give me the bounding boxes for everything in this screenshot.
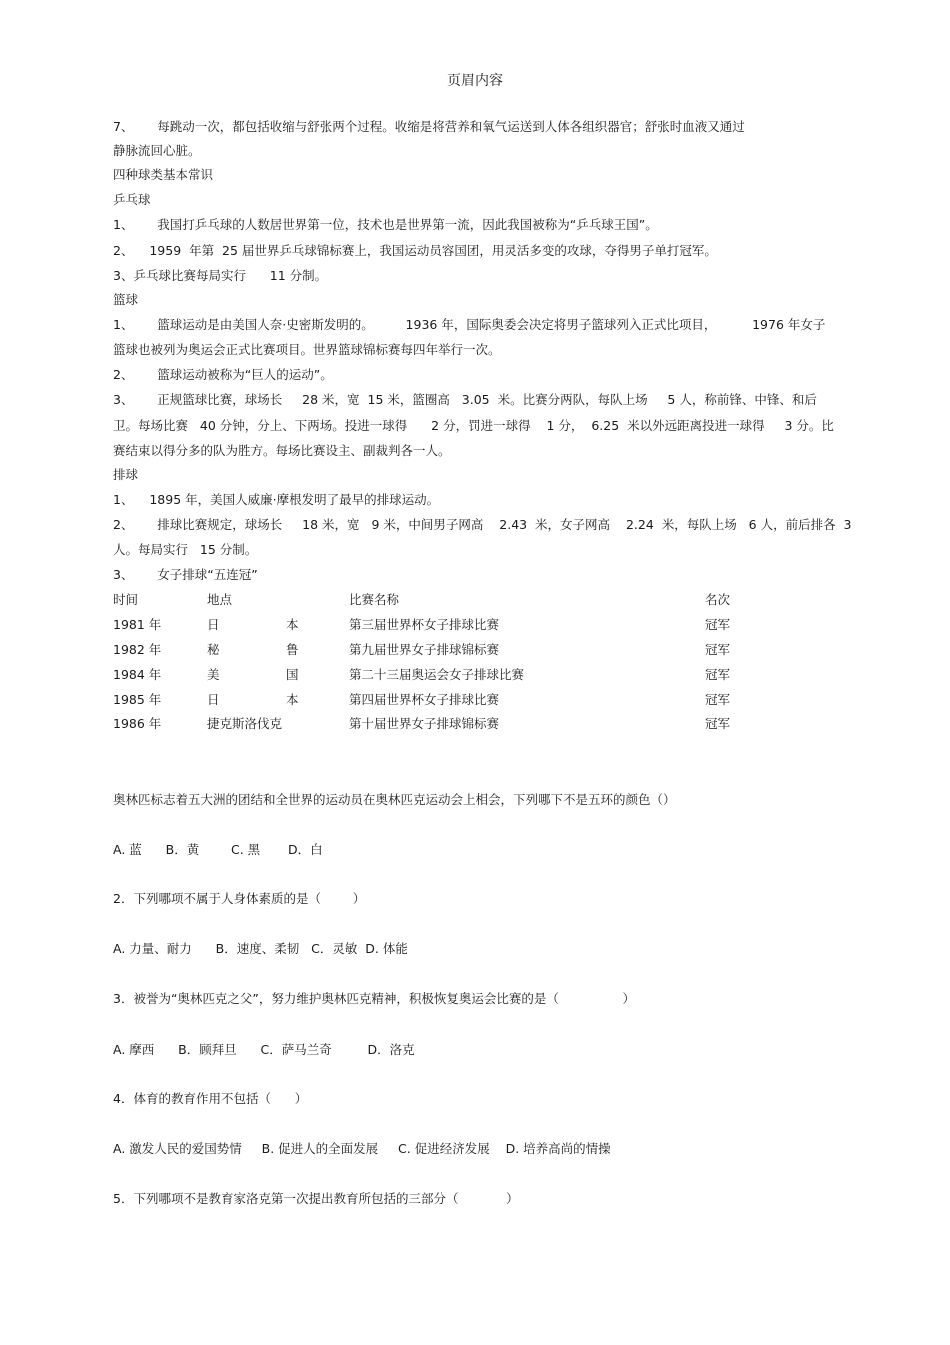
cell-place: 美 bbox=[207, 667, 220, 682]
cell-place: 日 bbox=[207, 692, 220, 707]
paragraph-line: 人。每局实行 15 分制。 bbox=[113, 542, 258, 557]
cell-rank: 冠军 bbox=[705, 667, 731, 682]
table-row bbox=[113, 667, 853, 683]
question-4-options: A. 激发人民的爱国势情 B. 促进人的全面发展 C. 促进经济发展 D. 培养高尚的情操 bbox=[113, 1141, 611, 1156]
subsection-title: 篮球 bbox=[113, 292, 139, 307]
cell-match: 第三届世界杯女子排球比赛 bbox=[349, 617, 500, 632]
question-1-options: A. 蓝 B．黄 C. 黑 D．白 bbox=[113, 842, 323, 857]
question-2-options: A. 力量、耐力 B．速度、柔韧 C．灵敏 D. 体能 bbox=[113, 941, 408, 956]
paragraph-line: 卫。每场比赛 40 分钟，分上、下两场。投进一球得 2 分，罚进一球得 1 分， 6.25 米以外远距离投进一球得 3 分。比 bbox=[113, 418, 834, 433]
question-5: 5．下列哪项不是教育家洛克第一次提出教育所包括的三部分（ ） bbox=[113, 1191, 519, 1206]
table-header-row bbox=[113, 592, 853, 608]
header-match: 比赛名称 bbox=[349, 592, 400, 607]
cell-place: 日 bbox=[207, 617, 220, 632]
cell-time: 1984 年 bbox=[113, 667, 162, 682]
paragraph-line: 2、 1959 年第 25 届世界乒乓球锦标赛上，我国运动员容国团，用灵活多变的攻球，夺得男子单打冠军。 bbox=[113, 243, 717, 258]
cell-place: 本 bbox=[286, 617, 299, 632]
cell-match: 第二十三届奥运会女子排球比赛 bbox=[349, 667, 525, 682]
paragraph-line: 7、 每跳动一次，都包括收缩与舒张两个过程。收缩是将营养和氧气运送到人体各组织器官；舒张时血液又通过 bbox=[113, 119, 745, 134]
cell-time: 1986 年 bbox=[113, 716, 162, 731]
cell-match: 第十届世界女子排球锦标赛 bbox=[349, 716, 500, 731]
cell-rank: 冠军 bbox=[705, 692, 731, 707]
paragraph-line: 篮球也被列为奥运会正式比赛项目。世界篮球锦标赛每四年举行一次。 bbox=[113, 342, 501, 357]
paragraph-line: 3、 正规篮球比赛，球场长 28 米，宽 15 米，篮圈高 3.05 米。比赛分两队，每队上场 5 人，称前锋、中锋、和后 bbox=[113, 392, 817, 407]
cell-place: 国 bbox=[286, 667, 299, 682]
question-2: 2．下列哪项不属于人身体素质的是（ ） bbox=[113, 891, 366, 906]
cell-rank: 冠军 bbox=[705, 642, 731, 657]
cell-place: 捷克斯洛伐克 bbox=[207, 716, 283, 731]
cell-time: 1985 年 bbox=[113, 692, 162, 707]
table-row bbox=[113, 617, 853, 633]
cell-time: 1982 年 bbox=[113, 642, 162, 657]
cell-rank: 冠军 bbox=[705, 716, 731, 731]
paragraph-line: 赛结束以得分多的队为胜方。每场比赛设主、副裁判各一人。 bbox=[113, 443, 451, 458]
question-4: 4．体育的教育作用不包括（ ） bbox=[113, 1091, 308, 1106]
cell-place: 鲁 bbox=[286, 642, 299, 657]
table-row bbox=[113, 692, 853, 708]
cell-place: 本 bbox=[286, 692, 299, 707]
cell-match: 第九届世界女子排球锦标赛 bbox=[349, 642, 500, 657]
paragraph-line: 1、 1895 年，美国人威廉·摩根发明了最早的排球运动。 bbox=[113, 492, 440, 507]
cell-place: 秘 bbox=[207, 642, 220, 657]
question-3-options: A. 摩西 B．顾拜旦 C．萨马兰奇 D．洛克 bbox=[113, 1042, 415, 1057]
cell-rank: 冠军 bbox=[705, 617, 731, 632]
paragraph-line: 3、乒乓球比赛每局实行 11 分制。 bbox=[113, 268, 328, 283]
header-rank: 名次 bbox=[705, 592, 731, 607]
question-1: 奥林匹标志着五大洲的团结和全世界的运动员在奥林匹克运动会上相会，下列哪下不是五环的颜色（） bbox=[113, 792, 676, 807]
header-place: 地点 bbox=[207, 592, 233, 607]
paragraph-line: 1、 篮球运动是由美国人奈·史密斯发明的。 1936 年，国际奥委会决定将男子篮球列入正式比项目， 1976 年女子 bbox=[113, 317, 826, 332]
question-3: 3．被誉为“奥林匹克之父”，努力维护奥林匹克精神，积极恢复奥运会比赛的是（ ） bbox=[113, 991, 635, 1006]
paragraph-line: 3、 女子排球“五连冠” bbox=[113, 567, 258, 582]
table-row bbox=[113, 642, 853, 658]
page-header: 页眉内容 bbox=[447, 73, 503, 89]
header-time: 时间 bbox=[113, 592, 139, 607]
cell-time: 1981 年 bbox=[113, 617, 162, 632]
table-row bbox=[113, 716, 853, 732]
cell-match: 第四届世界杯女子排球比赛 bbox=[349, 692, 500, 707]
paragraph-line: 1、 我国打乒乓球的人数居世界第一位，技术也是世界第一流，因此我国被称为“乒乓球王国”。 bbox=[113, 217, 658, 232]
subsection-title: 排球 bbox=[113, 467, 139, 482]
paragraph-line: 静脉流回心脏。 bbox=[113, 143, 201, 158]
paragraph-line: 2、 篮球运动被称为“巨人的运动”。 bbox=[113, 367, 333, 382]
paragraph-line: 2、 排球比赛规定，球场长 18 米，宽 9 米，中间男子网高 2.43 米，女子网高 2.24 米，每队上场 6 人，前后排各 3 bbox=[113, 517, 852, 532]
subsection-title: 乒乓球 bbox=[113, 192, 151, 207]
section-title: 四种球类基本常识 bbox=[113, 167, 214, 182]
